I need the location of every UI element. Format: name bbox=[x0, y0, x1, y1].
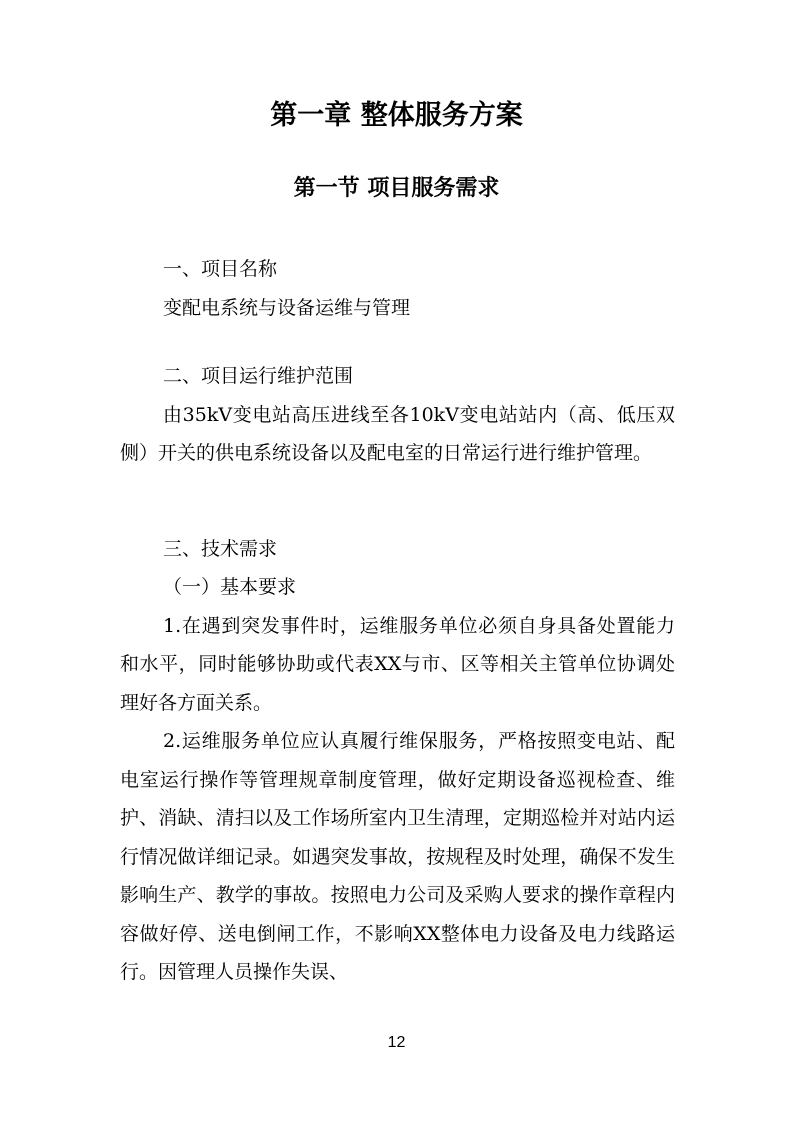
page-number: 12 bbox=[387, 1034, 406, 1051]
scope-paragraph: 由35kV变电站高压进线至各10kV变电站站内（高、低压双侧）开关的供电系统设备以及配电室的日常运行进行维护管理。 bbox=[120, 403, 675, 464]
project-name-heading: 一、项目名称 bbox=[163, 258, 278, 280]
tech-requirements-heading: 三、技术需求 bbox=[163, 537, 278, 560]
basic-requirements-heading: （一）基本要求 bbox=[163, 576, 297, 598]
paragraph-spacer bbox=[120, 327, 675, 357]
document-body bbox=[120, 250, 675, 992]
paragraph-spacer bbox=[120, 473, 675, 530]
requirement-item-2: 2.运维服务单位应认真履行维保服务，严格按照变电站、配电室运行操作等管理规章制度管理，做好定期设备巡视检查、维护、消缺、清扫以及工作场所室内卫生清理，定期巡检并对站内运行情况做详细记录。如遇突发事故，按规程及时处理，确保不发生影响生产、教学的事故。按照电力公司及采购人要求的操作章程内容做好停、送电倒闸工作，不影响XX整体电力设备及电力线路运行。因管理人员操作失误、 bbox=[120, 730, 675, 983]
chapter-title: 第一章 整体服务方案 bbox=[270, 100, 523, 131]
section-title: 第一节 项目服务需求 bbox=[293, 176, 500, 201]
scope-heading: 二、项目运行维护范围 bbox=[163, 365, 354, 387]
project-name-text: 变配电系统与设备运维与管理 bbox=[163, 296, 411, 319]
requirement-item-1: 1.在遇到突发事件时，运维服务单位必须自身具备处置能力和水平，同时能够协助或代表XX与市、区等相关主管单位协调处理好各方面关系。 bbox=[120, 614, 675, 714]
